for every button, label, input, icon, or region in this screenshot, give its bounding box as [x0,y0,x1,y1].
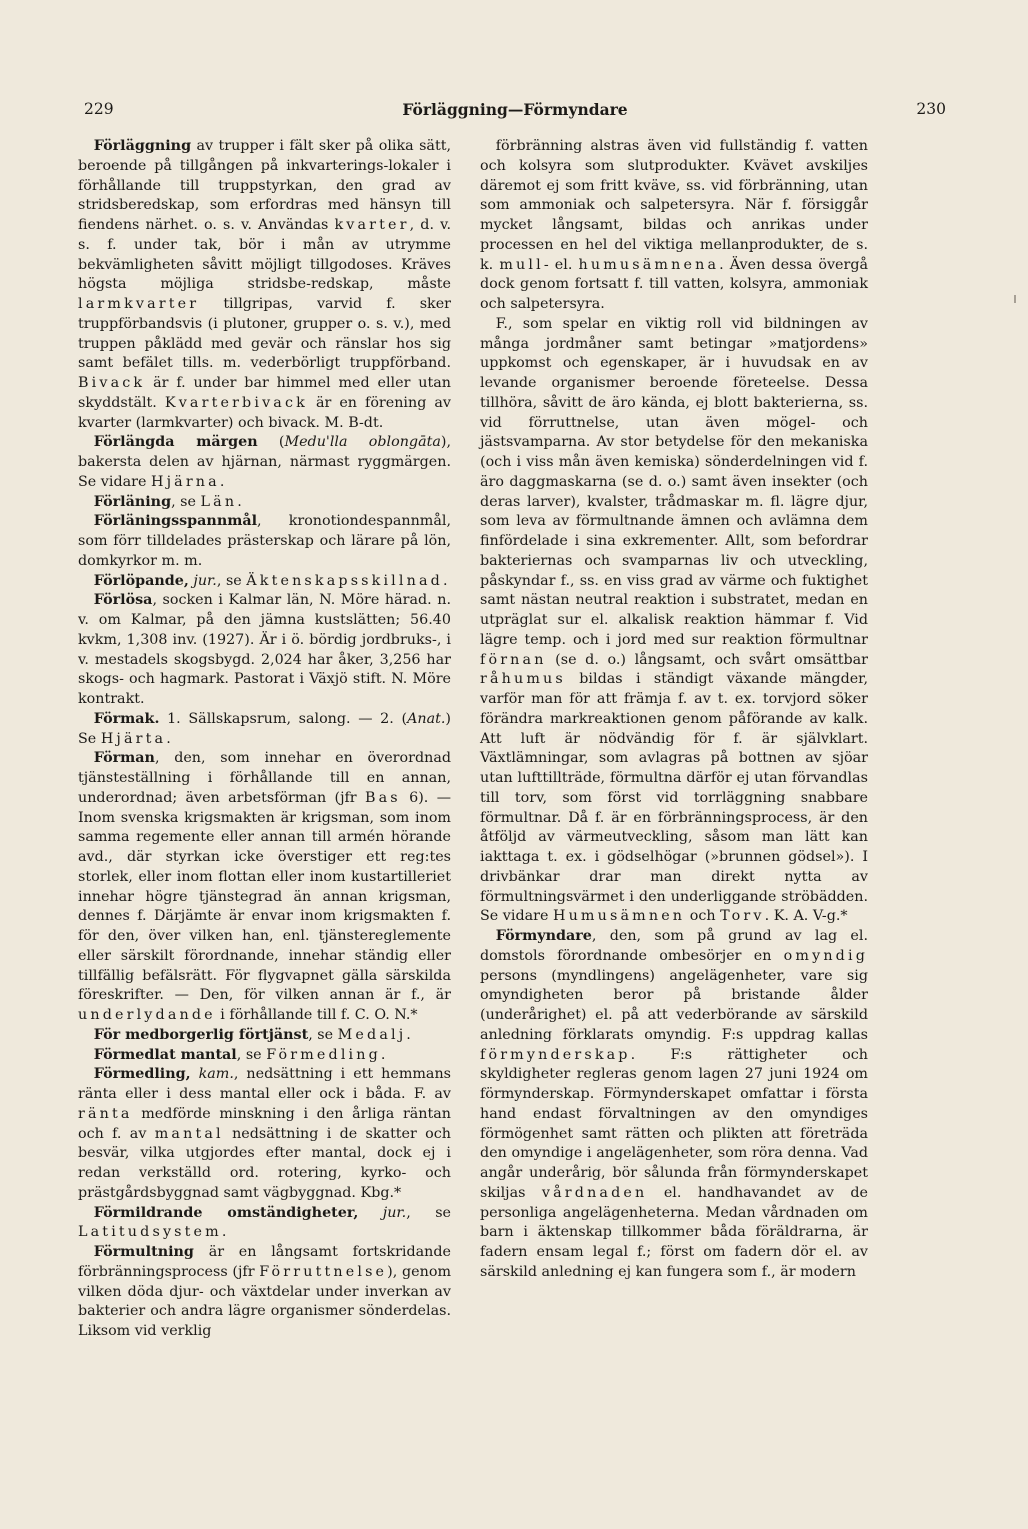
text-run: Bivack [78,375,146,391]
paragraph [480,927,868,1283]
text-run: , se [216,572,247,589]
text-run [358,1205,382,1221]
text-run: Hjärna [150,473,220,490]
text-run: kam. [198,1066,234,1083]
text-run: Bas [364,789,401,806]
text-run: mull [499,256,544,273]
text-run: 6). — Inom svenska krigsmakten är krigsman, som inom samma regemente eller annan till armén hörande avd., där styrkan icke överstiger ett reg:tes storlek, eller inom flottan eller inom kustartilleriet innehar högre tjänstegrad än annan krigsman, dennes f. Därjämte är envar inom krigsmakten f. för den, över vilken han, enl. tjänstereglemente eller särskilt förordnande, innehar ständig eller tillfällig befälsrätt. För flygvapnet gälla särskilda föreskrifter. — Den, för vilken annan är f., är [78,789,451,1004]
text-run: Latitudsystem [78,1224,222,1241]
margin-mark [1014,295,1016,303]
text-run: tillgripas, varvid f. sker truppförbandsvis (i plutoner, grupper o. s. v.), med truppen påklädd med gevär och ränslar hos sig samt befälet tills. m. vederbörligt truppförband. [78,296,451,372]
text-run: . [219,473,225,490]
entry-headword: För medborgerlig förtjänst [93,1026,309,1043]
text-run: . [237,493,242,510]
text-run: (se d. o.) långsamt, och svårt omsättbar [546,651,868,668]
text-run: förnan [480,651,547,668]
entry-headword: Förmak. [93,710,160,727]
page-header [84,100,946,122]
paragraph [78,137,451,433]
text-run: . Även dessa övergå dock genom fortsatt f. till vatten, kolsyra, ammoniak och salpetersyra. [480,256,869,312]
right-column [480,137,868,1283]
entry-headword: Förlöpande, [93,572,189,589]
entry-headword: Förläggning [93,138,192,154]
paragraph [78,512,451,571]
paragraph [78,1026,451,1046]
text-run: råhumus [480,671,566,688]
text-run: jur. [382,1204,407,1221]
entry-headword: Förmildrande omständigheter, [93,1204,359,1221]
text-run: , socken i Kalmar län, N. Möre härad. n. v. om Kalmar, på den jämna kustslätten; 56.40 kvkm, 1,308 inv. (1927). Är i ö. bördig jordbruks-, i v. mestadels skogsbygd. 2,024 har åker, 3,256 har skogs- och hagmark. Pastorat i Växjö stift. N. Möre kontrakt. [78,592,451,707]
paragraph [78,1046,451,1066]
text-run: och [685,908,721,925]
text-run: ( [257,434,285,451]
text-run: i förhållande till f. C. O. N.* [215,1007,418,1023]
text-run: omyndig [783,947,868,964]
text-run: Förruttnelse [259,1263,388,1280]
text-run: vårdnaden [541,1184,648,1201]
text-run: F., som spelar en viktig roll vid bildningen av många jordmåner samt betingar »matjordens» uppkomst och egenskaper, är i huvudsak en av levande organismer beroende företeelse. Dessa tillhöra, såvitt de äro kända, ej blott bakterierna, ss. vid förruttnelse, utan även mögel- och jästsvamparna. Av stor betydelse för den mekaniska (och i viss mån även kemiska) sönderdelningen vid f. äro daggmaskarna (se d. o.) samt även insekter (och deras larver), kvalster, trådmaskar m. fl. lägre djur, som leva av förmultnande ämnen och avlämna dem finfördelade i sina exkrementer. Allt, som befordrar bakteriernas och svamparnas liv och utveckling, påskyndar f., ss. en viss grad av värme och fuktighet samt nästan neutral reaktion i substratet, medan en utpräglat sur el. alkalisk reaktion hämmar f. Vid lägre temp. och i jord med sur reaktion förmultnar [480,315,868,648]
text-run: Medu'lla oblongāta [284,434,441,451]
entry-headword: Förmyndare [495,928,592,944]
paragraph [78,1065,451,1203]
paragraph [78,591,451,710]
text-run: , se [406,1204,452,1221]
text-run: , se [171,493,201,510]
page-number-right: 230 [916,100,946,118]
text-run: är f. under bar himmel med eller utan skyddstält. [78,375,451,411]
entry-headword: Förmultning [93,1244,194,1260]
paragraph [78,1243,451,1342]
entry-headword: Förman [93,750,155,767]
text-run: , den, som innehar en överordnad tjänsteställning i förhållande till en annan, underordnad; även arbetsförman (jfr [78,750,451,806]
text-run: underlydande [78,1007,216,1023]
text-run: ), bakersta delen av hjärnan, närmast ryggmärgen. Se vidare [78,434,451,490]
text-run: , den, som på grund av lag el. domstols förordnande ombesörjer en [480,928,868,964]
paragraph [78,1204,451,1244]
paragraph [480,137,868,315]
entry-headword: Förlösa [93,592,153,609]
paragraph [78,749,451,1026]
entry-headword: Förlängda märgen [93,434,258,451]
text-run: 1. Sällskapsrum, salong. — 2. ( [159,710,408,727]
text-run: Län [200,493,238,510]
text-run [191,1066,199,1082]
text-run: bildas i ständigt växande mängder, varför man för att främja f. av t. ex. torvjord söker förändra markreaktionen genom påförande av kalk. Att luft är nödvändig för f. är självklart. Växtlämningar, som avlagras på bottnen av sjöar utan lufttillträde, förmultna därför ej utan förvandlas till torv, som först vid torrläggning snabbare förmultnar. Då f. är en förbränningsprocess, är den åtföljd av värmeutveckling, såsom man lätt kan iakttaga t. ex. i gödselhögar (»brunnen gödsel»). I drivbänkar drar man direkt nytta av förmultningsvärmet i den underliggande ströbädden. Se vidare [480,671,868,925]
paragraph [78,572,451,592]
text-run: medförde minskning i den årliga räntan och f. av [78,1105,451,1142]
text-run: är en långsamt fortskridande förbränningsprocess (jfr [78,1244,451,1280]
text-run: - el. [543,256,579,273]
text-run: , se [236,1046,267,1063]
text-run: el. handhavandet av de personliga angelägenheterna. Medan vårdnaden om barn i äktenskap tillkommer båda föräldrarna, är fadern ensam legal f.; först om fadern dör el. av särskild anledning ej kan fungera som f., är modern [480,1184,868,1280]
paragraph [480,315,868,927]
text-run: Torv [720,908,765,925]
text-run: . [406,1026,411,1043]
text-run: , kronotiondespannmål, som förr tilldelades prästerskap och lärare på lön, domkyrkor m. m. [78,513,451,569]
text-run: larmkvarter [78,296,200,312]
entry-headword: Förmedlat mantal [93,1046,237,1063]
text-run: . [166,730,171,747]
text-run: förmynderskap [480,1046,631,1063]
text-run: Medalj [337,1026,407,1043]
text-run: Hjärta [100,730,167,747]
running-title: Förläggning—Förmyndare [402,100,628,119]
text-run: kvarter [334,217,410,233]
text-run: Humusämnen [552,908,686,925]
paragraph [78,433,451,492]
text-run: Kvarterbivack [164,394,308,411]
text-run: av trupper i fält sker på olika sätt, beroende på tillgången på inkvarterings-lokaler i förhållande till truppstyrkan, den grad av stridsberedskap, som erfordras med hänsyn till fiendens närhet. o. s. v. Användas [78,138,451,233]
text-run: nedsättning i de skatter och besvär, vilka utgjordes efter mantal, dock ej i redan verkställd ord. rotering, kyrko- och prästgårdsbyggnad samt vägbyggnad. Kbg.* [78,1125,451,1201]
paragraph [78,493,451,513]
entry-headword: Förmedling, [93,1066,191,1083]
text-run: jur. [193,572,217,589]
left-column [78,137,451,1342]
text-run: persons (myndlingens) angelägenheter, vare sig omyndigheten beror på bristande ålder (underårighet) el. på att vederbörande av särskild anledning förklarats omyndig. F:s uppdrag kallas [480,967,868,1043]
text-run: förbränning alstras även vid fullständig f. vatten och kolsyra som slutprodukter. Kvävet avskiljes däremot ej som fritt kväve, ss. vid förbränning, utan som ammoniak och salpetersyra. När f. försiggår mycket långsamt, bildas och anrikas under processen en hel del viktiga mellanprodukter, de s. k. [480,138,868,273]
entry-headword: Förläningsspannmål [93,513,258,530]
text-run: . [380,1046,386,1063]
text-run: . F:s rättigheter och skyldigheter regleras genom lagen 27 juni 1924 om förmynderskap. Förmynderskapet omfattar i första hand endast förvaltningen av den omyndiges förmögenhet samt rätten och plikten att företräda den omyndige i angelägenheter, som röra denna. Vad angår underårig, bör sålunda från förmynderskapet skiljas [480,1046,868,1201]
text-run: ), genom vilken döda djur- och växtdelar under inverkan av bakterier och andra lägre organismer sönderdelas. Liksom vid verklig [78,1263,452,1339]
text-run: ) Se [78,710,451,747]
text-run: Förmedling [266,1046,381,1063]
text-run: mantal [154,1125,224,1142]
text-run: är en förening av kvarter (larmkvarter) och bivack. M. B-dt. [78,394,451,431]
text-run: , se [308,1026,338,1043]
text-run: Anat. [407,710,446,727]
text-run: Äktenskapsskillnad [246,572,443,589]
text-run: , nedsättning i ett hemmans ränta eller i dess mantal eller ock i båda. F. av [78,1066,452,1102]
text-run: . [221,1224,227,1241]
text-run: . [442,572,448,589]
text-run: . K. A. V-g.* [764,908,848,925]
text-run: humusämnena [578,256,720,273]
entry-headword: Förläning [93,493,172,510]
page-number-left: 229 [84,100,114,118]
text-run: , d. v. s. f. under tak, bör i mån av utrymme bekvämligheten såvitt möjligt tillgodoses. Kräves högsta möjliga stridsbe-redskap, måste [78,217,451,293]
paragraph [78,710,451,750]
text-run: ränta [78,1105,133,1122]
